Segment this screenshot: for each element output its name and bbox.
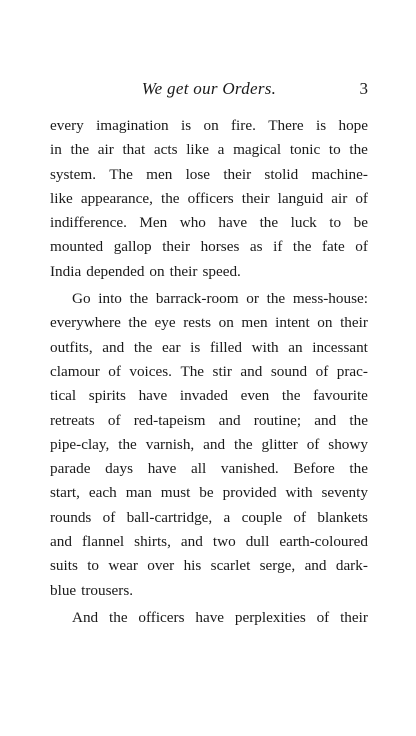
word: a [217,141,225,159]
word: trousers. [81,581,134,599]
word: on [218,314,234,332]
word: on [317,314,333,332]
word: languid [277,189,324,207]
word: with [285,484,313,502]
word: seventy [321,484,368,502]
word: shirts, [134,533,171,551]
word: of [306,435,320,453]
word: of [316,608,330,626]
word: voices. [129,362,172,380]
word: days [105,460,133,478]
word: on [203,117,219,134]
word: tical [50,387,77,405]
word: serge, [259,557,296,575]
word: scarlet [210,557,251,575]
word: rounds [50,508,92,526]
word: an [288,338,303,356]
word: barrack-room [155,290,239,308]
word: mounted [50,238,104,256]
word: men [146,165,173,183]
word: be [353,214,368,232]
page-number: 3 [359,79,368,98]
word: pipe-clay, [50,435,110,453]
word: even [240,387,270,405]
word: their [241,189,270,207]
word: and [180,533,203,551]
word: the [160,189,180,207]
word: man [125,484,152,502]
word: the [266,290,286,308]
word: rests [183,314,212,332]
word: with [251,338,279,356]
word: have [147,460,177,478]
word: and [102,338,125,356]
word: There [268,117,304,134]
word: system. [50,165,96,183]
text-line [50,457,368,481]
text-line [50,554,368,578]
word: parade [50,460,91,478]
word: glitter [261,435,298,453]
word: the [292,238,312,256]
word: the [281,387,301,405]
word: and [314,411,337,429]
text-line [50,138,368,162]
word: perplexities [234,608,306,626]
word: his [183,557,202,575]
paragraph-3 [50,606,368,630]
word: have [218,214,248,232]
word: ball-cartridge, [126,508,213,526]
word: of [108,362,121,380]
word: hope [338,117,368,134]
paragraph-2 [50,287,368,603]
word: spirits [88,387,126,405]
word: every [50,117,84,134]
text-line [50,235,368,259]
text-line [50,336,368,360]
word: a [223,508,231,526]
word: like [186,141,209,159]
word: red-tapeism [133,411,206,429]
word: stir [212,362,232,380]
word: two [212,533,236,551]
word: routine; [253,411,302,429]
text-line [50,506,368,530]
word: their [162,238,191,256]
word: appearance, [80,189,153,207]
word: their [223,165,252,183]
word: tonic [289,141,321,159]
word: the [349,460,368,478]
word: clamour [50,362,100,380]
word: men [241,314,268,332]
text-line [50,579,368,603]
word: is [315,117,327,134]
text-line [50,260,368,284]
word: who [179,214,206,232]
word: as [249,238,263,256]
word: speed. [202,262,241,280]
word: fire. [231,117,256,134]
word: to [329,214,342,232]
word: and [50,533,72,551]
word: and [304,557,327,575]
word: into [98,290,122,308]
word: eye [154,314,176,332]
word: luck [290,214,317,232]
word: blankets [317,508,368,526]
word: filled [209,338,242,356]
word: is [180,117,192,134]
word: have [195,608,225,626]
word: the [349,411,368,429]
word: gallop [113,238,152,256]
word: India [50,262,82,280]
word: the [70,141,90,159]
word: dark- [335,557,368,575]
word: the [259,214,279,232]
word: in [50,141,62,159]
running-head-title: We get our Orders. [141,79,277,98]
word: blue [50,581,77,599]
word: invaded [179,387,228,405]
word: and [240,362,263,380]
word: like [50,189,73,207]
word: officers [138,608,185,626]
text-line [50,606,368,630]
word: depended [86,262,145,280]
text-line [50,530,368,554]
word: ear [162,338,181,356]
paragraph-1 [50,114,368,284]
word: of [102,508,116,526]
word: sound [270,362,308,380]
text-line [50,481,368,505]
word: wear [108,557,138,575]
word: Go [72,290,91,308]
word: stolid [264,165,299,183]
word: their [340,608,368,626]
word: and [203,435,226,453]
word: Before [293,460,335,478]
word: magical [233,141,282,159]
word: everywhere [50,314,121,332]
word: couple [241,508,283,526]
text-line [50,384,368,408]
body-text [50,114,368,630]
word: have [138,387,168,405]
word: fate [322,238,345,256]
text-line [50,360,368,384]
word: showy [328,435,368,453]
word: vanished. [220,460,279,478]
word: dull [245,533,270,551]
word: prac- [336,362,368,380]
text-line [50,163,368,187]
word: the [349,141,368,159]
word: machine- [311,165,368,183]
word: the [109,608,128,626]
word: and [218,411,241,429]
text-line [50,187,368,211]
word: all [191,460,207,478]
word: suits [50,557,78,575]
word: their [169,262,198,280]
word: to [87,557,100,575]
word: lose [185,165,211,183]
word: their [340,314,368,332]
text-line [50,409,368,433]
word: of [293,508,307,526]
word: or [246,290,259,308]
word: imagination [96,117,169,134]
word: incessant [312,338,368,356]
word: if [273,238,283,256]
word: acts [153,141,178,159]
word: mess-house: [292,290,368,308]
word: officers [187,189,234,207]
word: flannel [81,533,125,551]
text-line [50,433,368,457]
word: Men [139,214,168,232]
word: of [315,362,329,380]
word: to [328,141,341,159]
text-line [50,211,368,235]
word: earth-coloured [279,533,368,551]
text-line [50,287,368,311]
word: start, [50,484,80,502]
word: the [234,435,253,453]
word: intent [275,314,310,332]
word: favourite [313,387,368,405]
word: of [107,411,121,429]
word: must [160,484,191,502]
word: horses [200,238,240,256]
word: that [122,141,146,159]
word: The [180,362,205,380]
word: of [355,238,368,256]
word: the [129,290,149,308]
word: be [199,484,214,502]
word: each [88,484,117,502]
word: the [128,314,147,332]
text-line [50,311,368,335]
word: outfits, [50,338,93,356]
word: on [149,262,165,280]
word: provided [222,484,277,502]
word: the [118,435,137,453]
word: And [72,608,99,626]
word: retreats [50,411,95,429]
word: air [97,141,114,159]
text-line [50,114,368,138]
word: of [355,189,368,207]
word: air [331,189,348,207]
word: the [133,338,153,356]
running-head [50,79,368,101]
word: is [190,338,201,356]
word: varnish, [145,435,195,453]
word: The [109,165,133,183]
word: indifference. [50,214,127,232]
word: over [147,557,175,575]
